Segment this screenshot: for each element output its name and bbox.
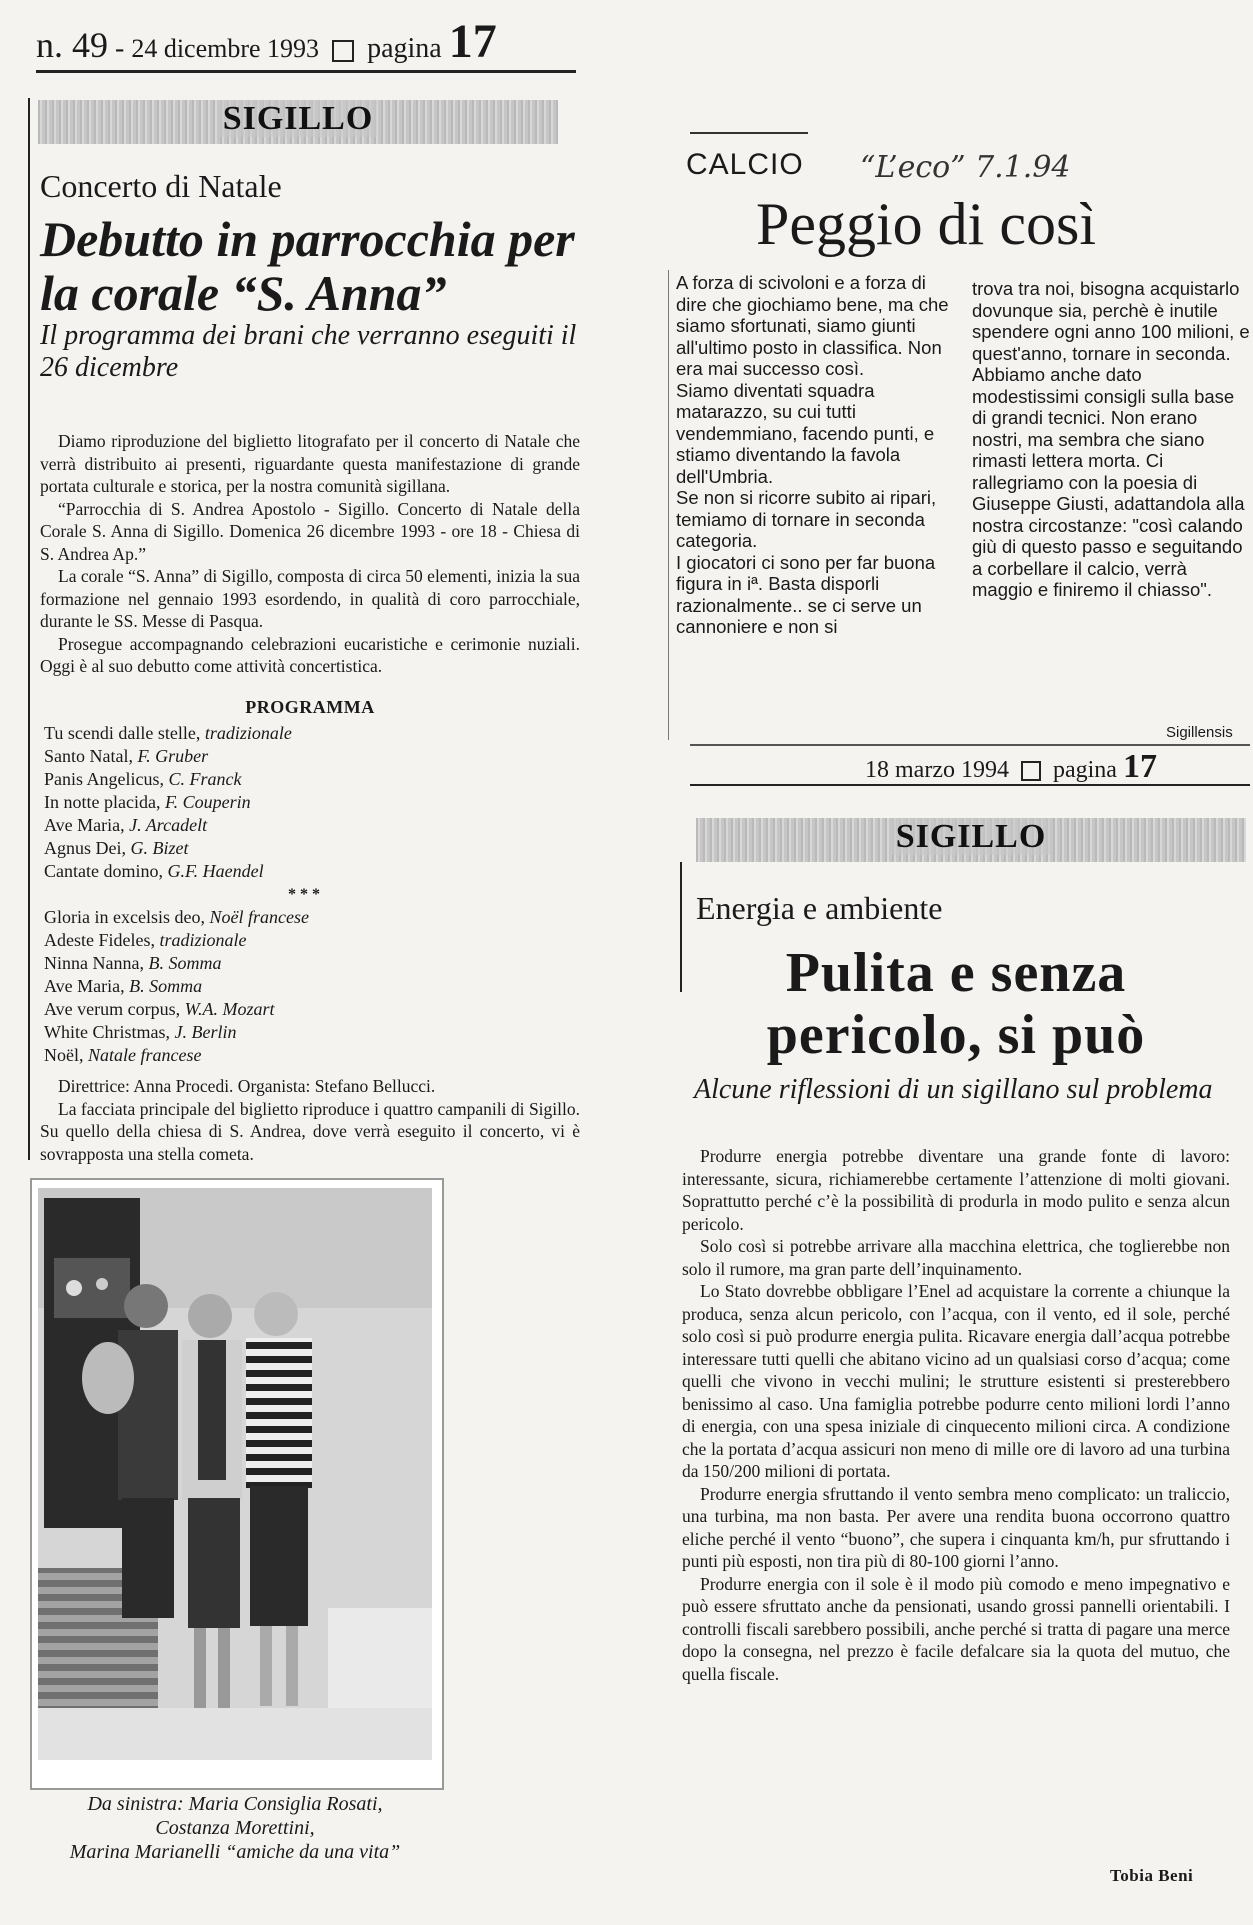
calcio-column-1 (676, 272, 958, 638)
paragraph: I giocatori ci sono per far buona figura in iª. Basta disporli razionalmente.. se ci serve un cannoniere e non si (676, 551, 936, 637)
program-item: Ave verum corpus, W.A. Mozart (44, 999, 275, 1019)
program-item: In notte placida, F. Couperin (44, 792, 251, 812)
program-item: Cantate domino, G.F. Haendel (44, 861, 264, 881)
program-item: White Christmas, J. Berlin (44, 1022, 237, 1042)
paragraph: Diamo riproduzione del biglietto litografato per il concerto di Natale che verrà distribuito ai presenti, riguardante questa manifestazione di grande portata culturale e storica, per la nostra comunità sigillana. (40, 431, 580, 496)
article-body (40, 430, 580, 678)
separator: * * * (288, 886, 320, 903)
calcio-label: CALCIO (686, 148, 804, 181)
issue-number: n. 49 (36, 25, 108, 65)
article-kicker: Energia e ambiente (696, 890, 943, 926)
paragraph: Produrre energia sfruttando il vento sembra meno complicato: un traliccio, una turbina, ma non basta. Per avere una rendita buona occorrono quattro eliche perché il vento “buono”, che supera i cinquanta km/h, pur sfruttando i punti più esposti, non tira più di 80-100 giorni l’anno. (682, 1483, 1230, 1571)
section-banner (38, 100, 558, 144)
column-rule (28, 98, 30, 1160)
photo-illustration (38, 1188, 432, 1760)
section-title: SIGILLO (219, 100, 378, 137)
program-title: PROGRAMMA (245, 697, 375, 717)
paragraph: Produrre energia con il sole è il modo più comodo e meno impegnativo e può essere sfruttato anche da pensionati, usando grossi pannelli orientabili. I controlli fiscali sarebbero possibili, anche perché si tratta di pagare una merce dopo la consegna, nel prezzo è facile defalcare sia la quota del mutuo, che quella fiscale. (682, 1573, 1230, 1684)
paragraph: Se non si ricorre subito ai ripari, temiamo di tornare in seconda categoria. (676, 487, 937, 551)
page-rule (690, 744, 1250, 746)
article-kicker: Concerto di Natale (40, 168, 282, 204)
calcio-headline: Peggio di così (756, 191, 1096, 257)
article-headline: Pulita e senza pericolo, si può (766, 942, 1146, 1066)
article-subheadline: Il programma dei brani che verranno eseguiti il 26 dicembre (40, 320, 577, 383)
box-glyph (332, 40, 354, 62)
issue-date: 24 dicembre 1993 (131, 34, 320, 63)
paragraph: Prosegue accompagnando celebrazioni eucaristiche e cerimonie nuziali. Oggi è al suo debutto come attività concertistica. (40, 633, 580, 676)
box-glyph (1021, 761, 1041, 781)
program-item: Ave Maria, J. Arcadelt (44, 815, 208, 835)
page-word: pagina (1052, 757, 1117, 783)
photo-caption: Da sinistra: Maria Consiglia Rosati, Costanza Morettini, Marina Marianelli “amiche da una vita” (69, 1793, 401, 1863)
calcio-column-2 (972, 278, 1250, 601)
handwritten-note: “L’eco” 7.1.94 (860, 150, 1071, 185)
paragraph: Solo così si potrebbe arrivare alla macchina elettrica, che toglierebbe non solo il rumore, ma gran parte dell’inquinamento. (682, 1236, 1230, 1279)
article-headline: Debutto in parrocchia per la corale “S. Anna” (40, 211, 575, 321)
paragraph: La corale “S. Anna” di Sigillo, composta di circa 50 elementi, inizia la sua formazione nel gennaio 1993 esordendo, in qualità di coro parrocchiale, durante le SS. Messe di Pasqua. (40, 566, 580, 631)
program-item: Gloria in excelsis deo, Noël francese (44, 907, 309, 927)
paragraph: A forza di scivoloni e a forza di dire che giochiamo bene, ma che siamo sfortunati, siamo giunti all'ultimo posto in classifica. Non era mai successo così. (676, 272, 949, 379)
page-word: pagina (367, 33, 442, 64)
calcio-signature: Sigillensis (1166, 724, 1233, 741)
article-byline: Tobia Beni (1110, 1866, 1194, 1885)
paragraph: trova tra noi, bisogna acquistarlo dovunque sia, perchè è inutile spendere ogni anno 100 milioni, e quest'anno, tornare in seconda. (972, 278, 1250, 364)
program-item: Panis Angelicus, C. Franck (44, 769, 242, 789)
paragraph: Produrre energia potrebbe diventare una grande fonte di lavoro: interessante, sicura, richiamerebbe certamente l’attenzione di molti giovani. Soprattutto perché c’è la possibilità di produrla in modo pulito e senza alcun pericolo. (682, 1146, 1230, 1234)
group-photo (38, 1188, 432, 1760)
program-item: Santo Natal, F. Gruber (44, 746, 209, 766)
article-subheadline: Alcune riflessioni di un sigillano sul problema (694, 1074, 1213, 1105)
program-list (44, 722, 564, 1067)
paragraph: Siamo diventati squadra matarazzo, su cui tutti vendemmiano, facendo punti, e stiamo diventando la favola dell'Umbria. (676, 379, 935, 487)
issue-date: 18 marzo 1994 (865, 757, 1009, 783)
program-item: Ninna Nanna, B. Somma (44, 953, 222, 973)
issue-header-2 (690, 748, 1250, 786)
column-rule (668, 270, 669, 740)
article-body (682, 1145, 1230, 1685)
closing-text (40, 1075, 580, 1165)
paragraph: Lo Stato dovrebbe obbligare l’Enel ad acquistare la corrente a chiunque la produca, senza alcun pericolo, con l’acqua, con il vento, ed il sole, perché solo così si può produrre energia pulita. Ricavare energia dall’acqua potrebbe interessare tutti quelli che abitano vicino ad un qualsiasi corso d’acqua; come quelli che vivono in vecchi mulini; le strutture esistenti si presterebbero benissimo al caso. Una famiglia potrebbe podurre cento milioni lordi l’anno di energia, con una spesa iniziale di cinquecento milioni circa. A condizione che la portata d’acqua assicuri non meno di mille ore di lavoro ad una turbina da 150/200 milioni di portata. (682, 1281, 1230, 1481)
program-item: Noël, Natale francese (44, 1045, 202, 1065)
program-item: Tu scendi dalle stelle, tradizionale (44, 723, 292, 743)
section-banner (696, 818, 1246, 862)
program-item: Agnus Dei, G. Bizet (44, 838, 189, 858)
program-item: Adeste Fideles, tradizionale (44, 930, 247, 950)
program-item: Ave Maria, B. Somma (44, 976, 203, 996)
column-rule (680, 862, 682, 992)
issue-header: n. 49 - 24 dicembre 1993 pagina 17 (36, 14, 576, 73)
paragraph: Abbiamo anche dato modestissimi consigli sulla base di grandi tecnici. Non erano nostri, ma sembra che siano rimasti lettera morta. Ci rallegriamo con la poesia di Giuseppe Giusti, adattandola alla nostra circostanze: "così calando giù di questo passo e seguitando a corbellare il calcio, verrà maggio e finiremo il chiasso". (972, 364, 1245, 600)
section-title: SIGILLO (892, 818, 1051, 855)
paragraph: Direttrice: Anna Procedi. Organista: Stefano Bellucci. (58, 1076, 436, 1096)
calcio-rule (690, 132, 808, 134)
paragraph: “Parrocchia di S. Andrea Apostolo - Sigillo. Concerto di Natale della Corale S. Anna di Sigillo. Domenica 26 dicembre 1993 - ore 18 - Chiesa di S. Andrea Ap.” (40, 498, 580, 564)
paragraph: La facciata principale del biglietto riproduce i quattro campanili di Sigillo. Su quello della chiesa di S. Andrea, dove verrà eseguito il concerto, vi è sovrapposta una stella cometa. (40, 1098, 580, 1164)
page-number: 17 (448, 15, 497, 68)
page-number: 17 (1122, 748, 1157, 785)
